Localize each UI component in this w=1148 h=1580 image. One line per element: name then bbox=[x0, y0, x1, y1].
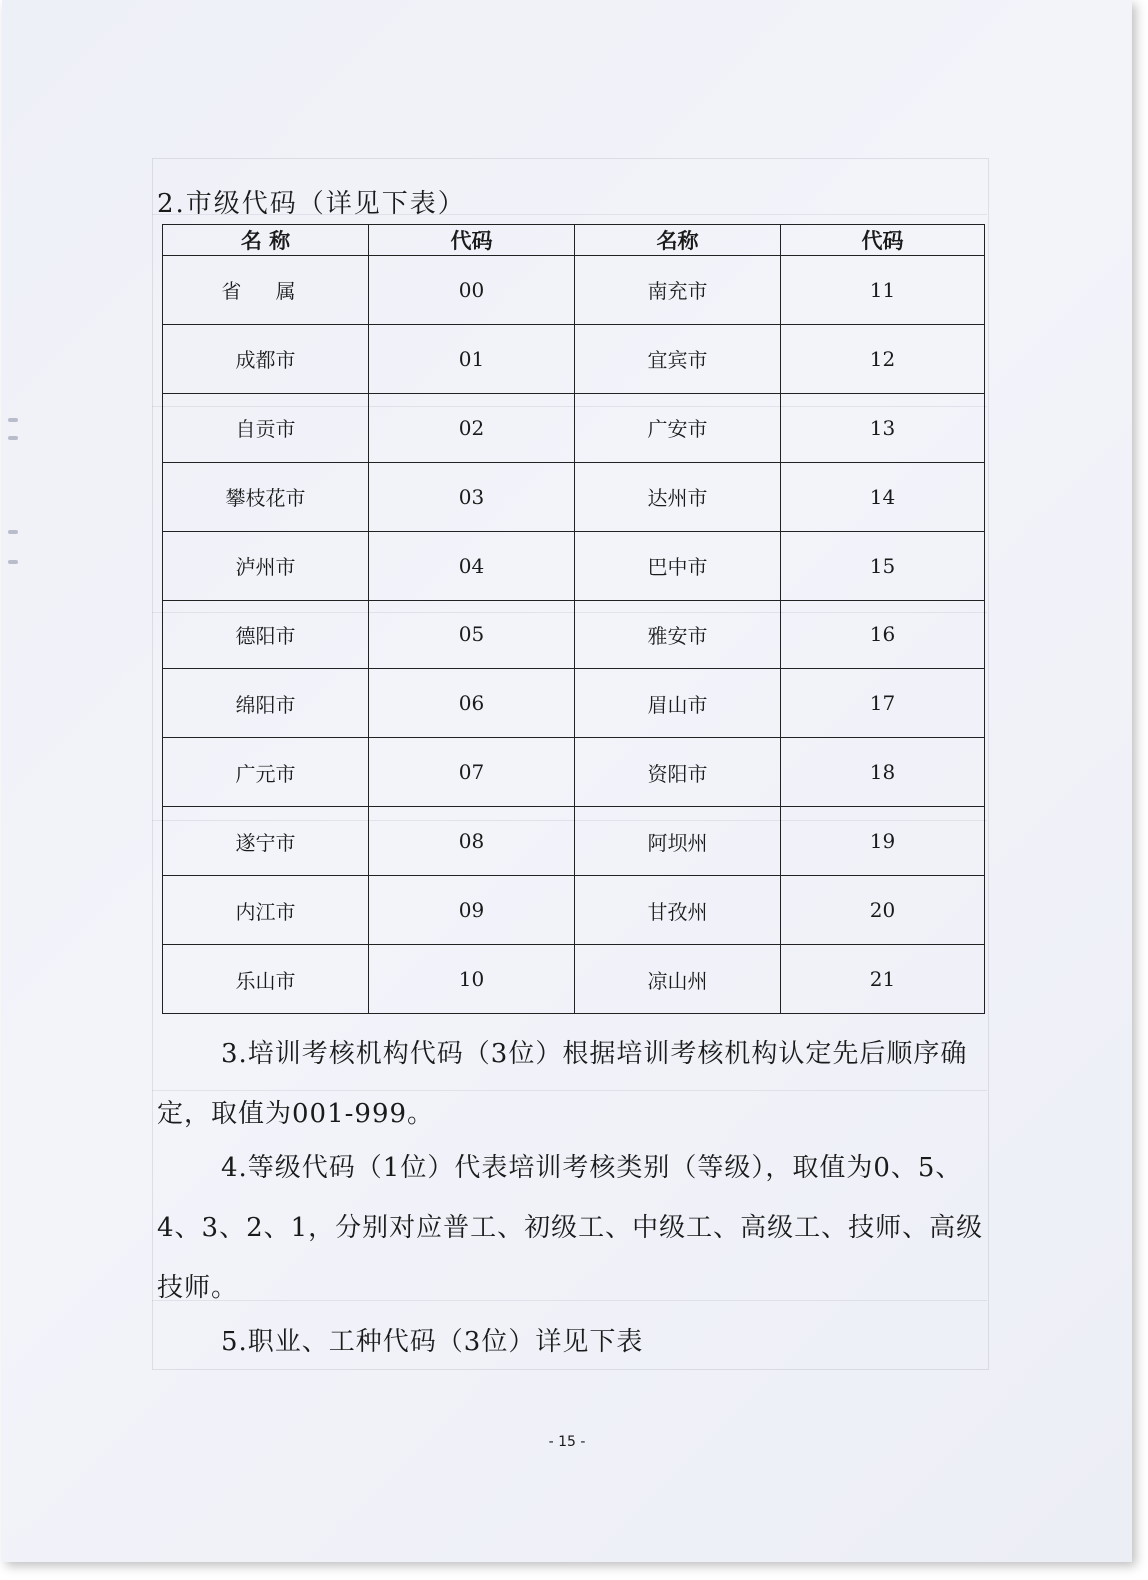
code-cell: 05 bbox=[369, 600, 575, 669]
code-cell: 15 bbox=[781, 531, 985, 600]
name-cell: 德阳市 bbox=[163, 600, 369, 669]
name-cell: 内江市 bbox=[163, 876, 369, 945]
header-name-left: 名 称 bbox=[163, 225, 369, 256]
name-cell: 泸州市 bbox=[163, 531, 369, 600]
code-cell: 16 bbox=[781, 600, 985, 669]
page-number: - 15 - bbox=[548, 1434, 586, 1450]
code-cell: 00 bbox=[369, 256, 575, 325]
code-cell: 19 bbox=[781, 807, 985, 876]
staple-mark bbox=[8, 560, 18, 564]
code-cell: 20 bbox=[781, 876, 985, 945]
table-row bbox=[163, 945, 985, 1014]
table-row bbox=[163, 324, 985, 393]
code-cell: 07 bbox=[369, 738, 575, 807]
table-row bbox=[163, 462, 985, 531]
header-name-right: 名称 bbox=[575, 225, 781, 256]
table-row bbox=[163, 600, 985, 669]
name-cell: 巴中市 bbox=[575, 531, 781, 600]
staple-mark bbox=[8, 436, 18, 440]
name-cell: 阿坝州 bbox=[575, 807, 781, 876]
code-cell: 10 bbox=[369, 945, 575, 1014]
table-row bbox=[163, 393, 985, 462]
name-cell: 省 属 bbox=[163, 256, 369, 325]
staple-mark bbox=[8, 418, 18, 422]
staple-mark bbox=[8, 530, 18, 534]
name-cell: 遂宁市 bbox=[163, 807, 369, 876]
table-row bbox=[163, 531, 985, 600]
code-cell: 18 bbox=[781, 738, 985, 807]
binding-staples bbox=[2, 0, 20, 1562]
code-cell: 06 bbox=[369, 669, 575, 738]
paragraph-institution-code: 3.培训考核机构代码（3位）根据培训考核机构认定先后顺序确定，取值为001-999。 bbox=[157, 1039, 968, 1129]
table-row bbox=[163, 738, 985, 807]
name-cell: 南充市 bbox=[575, 256, 781, 325]
code-cell: 01 bbox=[369, 324, 575, 393]
code-cell: 11 bbox=[781, 256, 985, 325]
code-cell: 03 bbox=[369, 462, 575, 531]
code-cell: 09 bbox=[369, 876, 575, 945]
code-cell: 17 bbox=[781, 669, 985, 738]
table-row bbox=[163, 256, 985, 325]
city-code-table bbox=[162, 224, 985, 1014]
name-cell: 攀枝花市 bbox=[163, 462, 369, 531]
document-page bbox=[2, 0, 1132, 1562]
name-cell: 广安市 bbox=[575, 393, 781, 462]
paragraph-occupation-code: 5.职业、工种代码（3位）详见下表 bbox=[221, 1327, 644, 1357]
table-row bbox=[163, 669, 985, 738]
name-cell: 甘孜州 bbox=[575, 876, 781, 945]
name-cell: 成都市 bbox=[163, 324, 369, 393]
code-cell: 04 bbox=[369, 531, 575, 600]
table-header-row bbox=[163, 225, 985, 256]
name-cell: 凉山州 bbox=[575, 945, 781, 1014]
name-cell: 乐山市 bbox=[163, 945, 369, 1014]
code-cell: 14 bbox=[781, 462, 985, 531]
name-cell: 雅安市 bbox=[575, 600, 781, 669]
name-cell: 绵阳市 bbox=[163, 669, 369, 738]
table-row bbox=[163, 876, 985, 945]
name-cell: 宜宾市 bbox=[575, 324, 781, 393]
code-cell: 13 bbox=[781, 393, 985, 462]
header-code-left: 代码 bbox=[369, 225, 575, 256]
name-cell: 达州市 bbox=[575, 462, 781, 531]
code-cell: 08 bbox=[369, 807, 575, 876]
code-cell: 21 bbox=[781, 945, 985, 1014]
code-cell: 02 bbox=[369, 393, 575, 462]
name-cell: 广元市 bbox=[163, 738, 369, 807]
code-cell: 12 bbox=[781, 324, 985, 393]
table-row bbox=[163, 807, 985, 876]
paragraph-level-code: 4.等级代码（1位）代表培训考核类别（等级），取值为0、5、4、3、2、1，分别对应普工、初级工、中级工、高级工、技师、高级技师。 bbox=[157, 1153, 984, 1303]
header-code-right: 代码 bbox=[781, 225, 985, 256]
name-cell: 自贡市 bbox=[163, 393, 369, 462]
name-cell: 资阳市 bbox=[575, 738, 781, 807]
name-cell: 眉山市 bbox=[575, 669, 781, 738]
section-heading: 2.市级代码（详见下表） bbox=[157, 189, 466, 219]
